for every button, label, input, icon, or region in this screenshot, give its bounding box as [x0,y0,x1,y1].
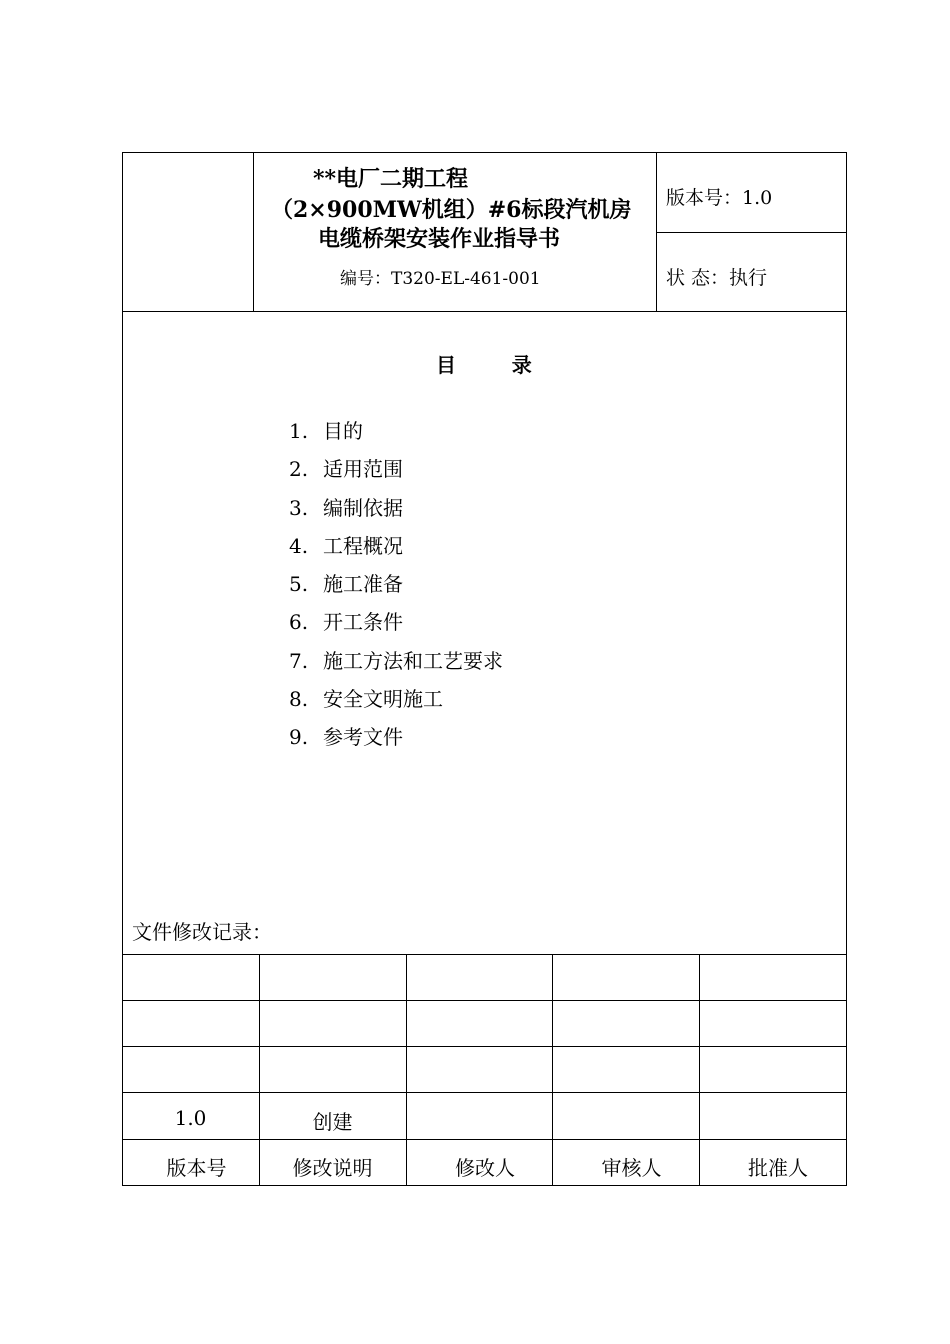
revision-col-description: 修改说明 [292,1156,373,1180]
status-label: 状 态：执行 [666,267,768,289]
toc-item-label: 工程概况 [323,533,403,558]
header-divider-left [253,152,254,312]
revision-table-row-rule [122,1000,847,1001]
revision-table-row-rule [122,1092,847,1093]
toc-item [289,684,503,722]
doc-title-line1: **电厂二期工程 [313,166,469,192]
version-label: 版本号：1.0 [666,187,773,209]
toc-item-number: 2. [289,457,309,482]
revision-col-reviewer: 审核人 [601,1156,662,1180]
toc-item [289,646,503,684]
toc-item [289,454,503,492]
toc-item-label: 施工准备 [323,572,403,597]
toc-item-number: 1. [289,419,309,443]
toc-item-number: 4. [289,533,309,558]
toc-item-number: 9. [289,725,309,750]
toc-item-number: 6. [289,610,309,635]
toc-item [289,607,503,645]
toc-heading: 目 录 [436,353,532,377]
revision-col-approver: 批准人 [748,1156,808,1180]
toc-item [289,569,503,607]
revision-record-label: 文件修改记录： [132,920,272,944]
doc-code: 编号：T320-EL-461-001 [340,269,541,289]
toc-item-label: 适用范围 [323,457,403,482]
revision-entry-version: 1.0 [174,1106,207,1130]
toc-item-label: 目的 [323,419,363,443]
revision-col-version: 版本号 [166,1156,227,1180]
revision-entry-description: 创建 [312,1110,353,1134]
revision-table-top-rule [122,954,847,955]
header-bottom-rule [122,311,847,312]
toc-item-label: 开工条件 [323,610,403,635]
toc-item [289,722,503,760]
toc-item-number: 5. [289,572,309,597]
toc-item-number: 7. [289,648,309,673]
toc-item-number: 3. [289,495,309,520]
toc-list [289,416,503,761]
toc-item-label: 施工方法和工艺要求 [323,648,503,673]
toc-item-label: 编制依据 [323,495,403,520]
toc-item-label: 安全文明施工 [323,687,443,712]
doc-title-line2: （2×900MW机组）#6标段汽机房 [271,197,632,223]
header-meta-divider [656,232,847,233]
revision-col-modifier: 修改人 [455,1156,515,1180]
revision-table-row-rule [122,1139,847,1140]
toc-item [289,531,503,569]
doc-title-line3: 电缆桥架安装作业指导书 [318,226,561,252]
toc-item-label: 参考文件 [323,725,403,750]
toc-item-number: 8. [289,687,309,712]
toc-item [289,493,503,531]
revision-table-row-rule [122,1046,847,1047]
toc-item [289,416,503,454]
